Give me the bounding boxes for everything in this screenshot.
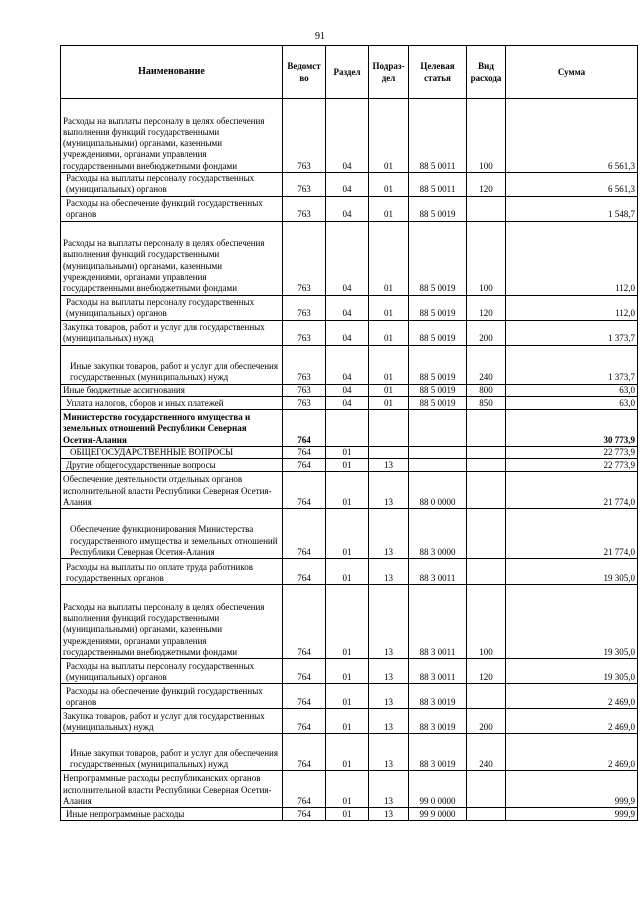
cell-dept: 764 xyxy=(283,659,326,684)
cell-sub: 13 xyxy=(369,771,409,808)
cell-name: Закупка товаров, работ и услуг для государственных (муниципальных) нужд xyxy=(61,709,283,734)
cell-section: 01 xyxy=(326,771,369,808)
cell-target: 88 5 0019 xyxy=(409,295,467,320)
cell-section: 01 xyxy=(326,659,369,684)
cell-type: 120 xyxy=(467,295,506,320)
cell-section: 01 xyxy=(326,446,369,458)
table-row xyxy=(61,559,638,585)
cell-sub: 01 xyxy=(369,345,409,384)
cell-dept: 763 xyxy=(283,99,326,173)
cell-dept: 764 xyxy=(283,771,326,808)
cell-sub: 13 xyxy=(369,509,409,559)
cell-section: 01 xyxy=(326,709,369,734)
table-row xyxy=(61,196,638,221)
cell-type xyxy=(467,196,506,221)
cell-dept: 763 xyxy=(283,396,326,409)
table-row xyxy=(61,396,638,409)
cell-dept: 764 xyxy=(283,808,326,821)
cell-sub xyxy=(369,446,409,458)
cell-target xyxy=(409,459,467,472)
cell-name: Расходы на обеспечение функций государственных органов xyxy=(61,684,283,709)
page-number: 91 xyxy=(315,31,325,42)
table-row xyxy=(61,221,638,295)
cell-section: 04 xyxy=(326,99,369,173)
cell-name: Иные закупки товаров, работ и услуг для обеспечения государственных (муниципальных) нужд xyxy=(61,734,283,771)
cell-section: 04 xyxy=(326,396,369,409)
cell-dept: 764 xyxy=(283,472,326,509)
cell-dept: 763 xyxy=(283,384,326,396)
table-row xyxy=(61,734,638,771)
cell-section: 04 xyxy=(326,345,369,384)
cell-target: 88 5 0019 xyxy=(409,345,467,384)
cell-sub: 01 xyxy=(369,396,409,409)
cell-target: 88 3 0019 xyxy=(409,734,467,771)
cell-target: 88 5 0019 xyxy=(409,221,467,295)
cell-type xyxy=(467,472,506,509)
table-row xyxy=(61,459,638,472)
cell-dept: 763 xyxy=(283,345,326,384)
cell-sum: 112,0 xyxy=(506,295,638,320)
cell-sub: 01 xyxy=(369,99,409,173)
cell-type: 120 xyxy=(467,659,506,684)
cell-name: Расходы на выплаты персоналу государственных (муниципальных) органов xyxy=(61,173,283,197)
cell-type: 100 xyxy=(467,99,506,173)
cell-target: 88 5 0011 xyxy=(409,173,467,197)
cell-sum: 2 469,0 xyxy=(506,684,638,709)
cell-sum: 1 548,7 xyxy=(506,196,638,221)
cell-section: 04 xyxy=(326,173,369,197)
header-subsection: Подраз- дел xyxy=(369,46,409,99)
cell-dept: 763 xyxy=(283,295,326,320)
header-section: Раздел xyxy=(326,46,369,99)
table-row xyxy=(61,585,638,659)
cell-sub: 01 xyxy=(369,173,409,197)
cell-type xyxy=(467,684,506,709)
cell-type: 200 xyxy=(467,709,506,734)
cell-name: Обеспечение функционирования Министерства государственного имущества и земельных отношений Республики Северная Осетия-Алания xyxy=(61,509,283,559)
cell-sub: 01 xyxy=(369,384,409,396)
cell-name: Расходы на выплаты персоналу в целях обеспечения выполнения функций государственными (муниципальными) органами, казенными учреждениями, органами управления государственными внебюджетными фондами xyxy=(61,221,283,295)
cell-target: 88 3 0011 xyxy=(409,585,467,659)
cell-type xyxy=(467,771,506,808)
cell-type: 240 xyxy=(467,345,506,384)
table-row xyxy=(61,345,638,384)
cell-target: 99 9 0000 xyxy=(409,808,467,821)
cell-target xyxy=(409,409,467,446)
cell-section: 04 xyxy=(326,384,369,396)
cell-sub: 13 xyxy=(369,808,409,821)
cell-sum: 19 305,0 xyxy=(506,659,638,684)
cell-name: Расходы на обеспечение функций государственных органов xyxy=(61,196,283,221)
cell-type: 120 xyxy=(467,173,506,197)
cell-type xyxy=(467,509,506,559)
cell-section: 04 xyxy=(326,295,369,320)
cell-target: 88 3 0011 xyxy=(409,559,467,585)
cell-name: Иные непрограммные расходы xyxy=(61,808,283,821)
cell-sum: 19 305,0 xyxy=(506,585,638,659)
table-row xyxy=(61,295,638,320)
cell-target: 88 3 0019 xyxy=(409,709,467,734)
cell-type: 850 xyxy=(467,396,506,409)
cell-type xyxy=(467,446,506,458)
cell-dept: 763 xyxy=(283,196,326,221)
cell-sum: 1 373,7 xyxy=(506,345,638,384)
cell-sum: 999,9 xyxy=(506,808,638,821)
cell-target: 88 5 0019 xyxy=(409,396,467,409)
cell-name: Другие общегосударственные вопросы xyxy=(61,459,283,472)
cell-type xyxy=(467,459,506,472)
cell-section: 01 xyxy=(326,734,369,771)
cell-type: 240 xyxy=(467,734,506,771)
cell-target: 88 5 0019 xyxy=(409,320,467,345)
cell-sum: 63,0 xyxy=(506,384,638,396)
cell-sum: 2 469,0 xyxy=(506,709,638,734)
table-row xyxy=(61,409,638,446)
cell-dept: 764 xyxy=(283,409,326,446)
header-dept: Ведомст во xyxy=(283,46,326,99)
cell-section: 04 xyxy=(326,320,369,345)
cell-section: 01 xyxy=(326,808,369,821)
cell-sum: 22 773,9 xyxy=(506,446,638,458)
cell-sub: 13 xyxy=(369,659,409,684)
cell-sum: 21 774,0 xyxy=(506,509,638,559)
header-name: Наименование xyxy=(61,46,283,99)
cell-type xyxy=(467,559,506,585)
cell-name: Иные закупки товаров, работ и услуг для обеспечения государственных (муниципальных) нужд xyxy=(61,345,283,384)
table-row xyxy=(61,771,638,808)
cell-sub: 13 xyxy=(369,734,409,771)
table-row xyxy=(61,659,638,684)
cell-dept: 764 xyxy=(283,509,326,559)
cell-dept: 763 xyxy=(283,173,326,197)
table-row xyxy=(61,472,638,509)
cell-sum: 22 773,9 xyxy=(506,459,638,472)
table-row xyxy=(61,99,638,173)
cell-name: Иные бюджетные ассигнования xyxy=(61,384,283,396)
cell-section: 04 xyxy=(326,196,369,221)
cell-sub: 01 xyxy=(369,295,409,320)
cell-section: 01 xyxy=(326,459,369,472)
table-header-row xyxy=(61,46,638,99)
cell-sum: 6 561,3 xyxy=(506,173,638,197)
cell-sub: 13 xyxy=(369,472,409,509)
cell-name: Расходы на выплаты персоналу в целях обеспечения выполнения функций государственными (муниципальными) органами, казенными учреждениями, органами управления государственными внебюджетными фондами xyxy=(61,585,283,659)
cell-section: 01 xyxy=(326,585,369,659)
cell-name: Закупка товаров, работ и услуг для государственных (муниципальных) нужд xyxy=(61,320,283,345)
cell-type: 200 xyxy=(467,320,506,345)
cell-name: Министерство государственного имущества и земельных отношений Республики Северная Осетия-Алания xyxy=(61,409,283,446)
cell-sum: 30 773,9 xyxy=(506,409,638,446)
cell-sub: 13 xyxy=(369,684,409,709)
cell-section: 04 xyxy=(326,221,369,295)
cell-section: 01 xyxy=(326,559,369,585)
table-row xyxy=(61,384,638,396)
cell-dept: 764 xyxy=(283,559,326,585)
cell-dept: 764 xyxy=(283,459,326,472)
cell-dept: 764 xyxy=(283,446,326,458)
table-row xyxy=(61,320,638,345)
cell-name: Уплата налогов, сборов и иных платежей xyxy=(61,396,283,409)
cell-target: 88 5 0011 xyxy=(409,99,467,173)
cell-name: Расходы на выплаты персоналу государственных (муниципальных) органов xyxy=(61,295,283,320)
cell-type: 100 xyxy=(467,221,506,295)
cell-dept: 764 xyxy=(283,585,326,659)
table-row xyxy=(61,509,638,559)
cell-type xyxy=(467,808,506,821)
cell-target: 88 3 0000 xyxy=(409,509,467,559)
table-row xyxy=(61,709,638,734)
cell-target: 88 5 0019 xyxy=(409,196,467,221)
cell-sum: 19 305,0 xyxy=(506,559,638,585)
cell-name: Непрограммные расходы республиканских органов исполнительной власти Республики Северная Осетия-Алания xyxy=(61,771,283,808)
cell-sum: 6 561,3 xyxy=(506,99,638,173)
cell-type: 800 xyxy=(467,384,506,396)
cell-target xyxy=(409,446,467,458)
cell-section: 01 xyxy=(326,472,369,509)
header-type: Вид расхода xyxy=(467,46,506,99)
cell-sub: 13 xyxy=(369,459,409,472)
header-target: Целевая статья xyxy=(409,46,467,99)
table-row xyxy=(61,684,638,709)
cell-section: 01 xyxy=(326,684,369,709)
cell-target: 99 0 0000 xyxy=(409,771,467,808)
table-row xyxy=(61,173,638,197)
cell-target: 88 3 0011 xyxy=(409,659,467,684)
cell-name: Расходы на выплаты по оплате труда работников государственных органов xyxy=(61,559,283,585)
cell-sum: 2 469,0 xyxy=(506,734,638,771)
cell-target: 88 3 0019 xyxy=(409,684,467,709)
cell-sub: 01 xyxy=(369,221,409,295)
table-row xyxy=(61,446,638,458)
cell-dept: 764 xyxy=(283,709,326,734)
cell-sum: 999,9 xyxy=(506,771,638,808)
cell-sub: 13 xyxy=(369,559,409,585)
cell-target: 88 5 0019 xyxy=(409,384,467,396)
cell-name: Обеспечение деятельности отдельных органов исполнительной власти Республики Северная Осетия-Алания xyxy=(61,472,283,509)
cell-name: Расходы на выплаты персоналу в целях обеспечения выполнения функций государственными (муниципальными) органами, казенными учреждениями, органами управления государственными внебюджетными фондами xyxy=(61,99,283,173)
cell-section: 01 xyxy=(326,509,369,559)
cell-name: Расходы на выплаты персоналу государственных (муниципальных) органов xyxy=(61,659,283,684)
cell-dept: 763 xyxy=(283,221,326,295)
cell-name: ОБЩЕГОСУДАРСТВЕННЫЕ ВОПРОСЫ xyxy=(61,446,283,458)
cell-dept: 763 xyxy=(283,320,326,345)
header-sum: Сумма xyxy=(506,46,638,99)
cell-sub: 13 xyxy=(369,585,409,659)
table-row xyxy=(61,808,638,821)
cell-sum: 112,0 xyxy=(506,221,638,295)
cell-target: 88 0 0000 xyxy=(409,472,467,509)
cell-sub xyxy=(369,409,409,446)
cell-dept: 764 xyxy=(283,734,326,771)
cell-sum: 63,0 xyxy=(506,396,638,409)
cell-sum: 1 373,7 xyxy=(506,320,638,345)
cell-dept: 764 xyxy=(283,684,326,709)
cell-sub: 13 xyxy=(369,709,409,734)
budget-table xyxy=(60,45,638,821)
cell-type xyxy=(467,409,506,446)
cell-type: 100 xyxy=(467,585,506,659)
cell-sum: 21 774,0 xyxy=(506,472,638,509)
cell-sub: 01 xyxy=(369,320,409,345)
cell-sub: 01 xyxy=(369,196,409,221)
cell-section xyxy=(326,409,369,446)
